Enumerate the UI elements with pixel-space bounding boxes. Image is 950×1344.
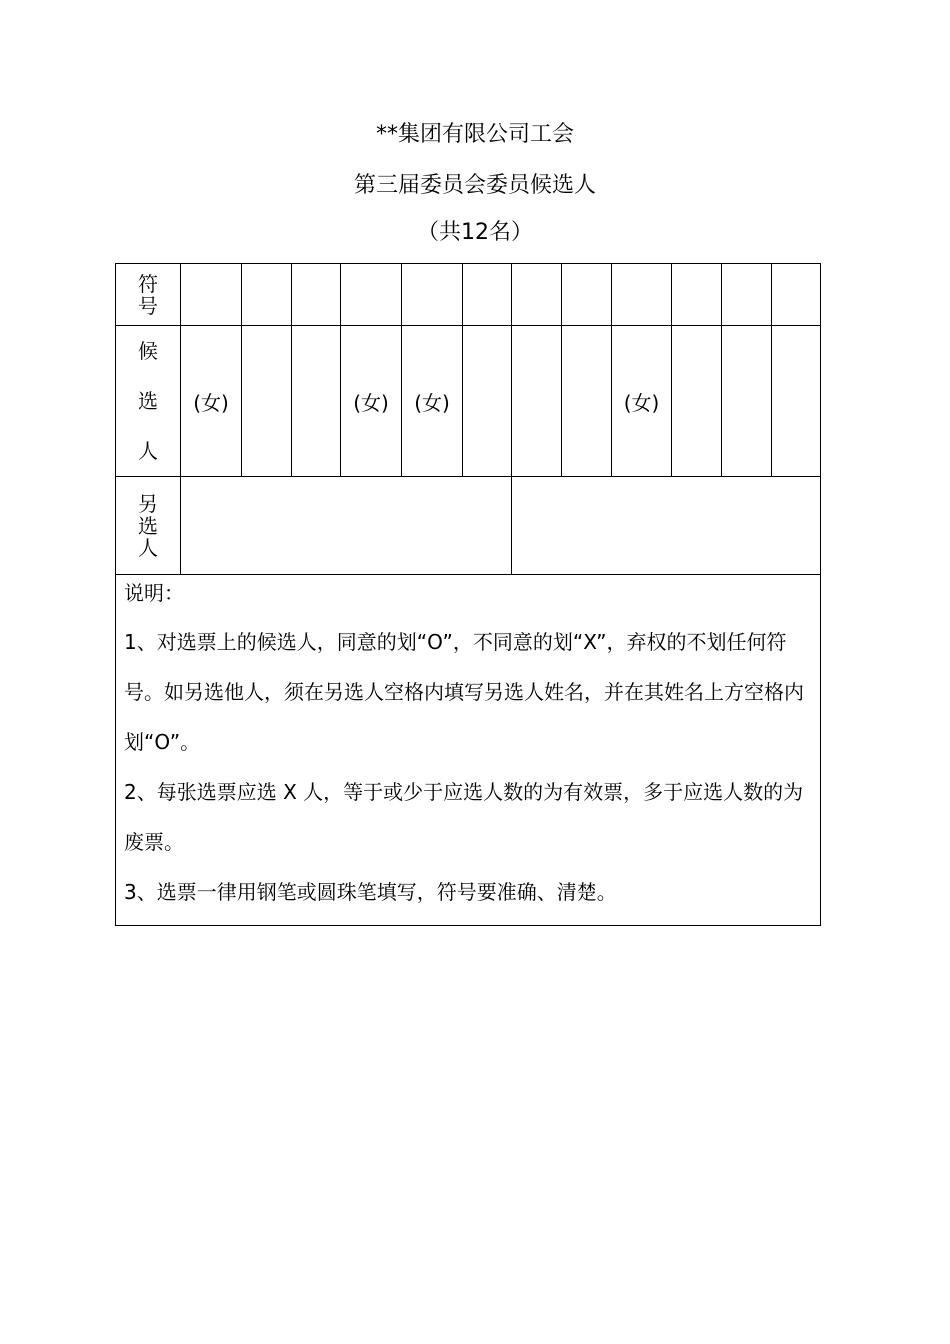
candidate-cell — [463, 326, 512, 477]
candidate-cell — [722, 326, 772, 477]
candidate-cell: (女) — [341, 326, 402, 477]
other-candidate-field[interactable] — [181, 477, 512, 575]
candidate-cell: (女) — [612, 326, 672, 477]
symbol-cell[interactable] — [181, 264, 242, 326]
symbol-cell[interactable] — [722, 264, 772, 326]
note-item: 1、对选票上的候选人，同意的划“O”，不同意的划“X”，弃权的不划任何符号。如另选他人，须在另选人空格内填写另选人姓名，并在其姓名上方空格内划“O”。 — [124, 630, 804, 754]
symbol-cell[interactable] — [562, 264, 612, 326]
candidate-cell — [242, 326, 292, 477]
symbol-cell[interactable] — [772, 264, 821, 326]
symbol-row — [116, 264, 821, 326]
candidate-cell — [772, 326, 821, 477]
symbol-cell[interactable] — [672, 264, 722, 326]
candidate-cell — [672, 326, 722, 477]
notes-cell — [116, 575, 821, 926]
candidate-row — [116, 326, 821, 477]
symbol-cell[interactable] — [512, 264, 562, 326]
note-item: 3、选票一律用钢笔或圆珠笔填写，符号要准确、清楚。 — [124, 880, 617, 904]
other-candidate-field[interactable] — [512, 477, 821, 575]
notes-row — [116, 575, 821, 926]
candidate-count: （共12名） — [417, 220, 533, 245]
candidate-cell — [292, 326, 341, 477]
candidate-cell — [562, 326, 612, 477]
candidate-cell — [512, 326, 562, 477]
symbol-cell[interactable] — [463, 264, 512, 326]
candidate-cell: (女) — [181, 326, 242, 477]
other-candidate-label: 另 选 人 — [116, 477, 181, 575]
notes-heading: 说明： — [124, 581, 184, 605]
symbol-label: 符 号 — [116, 264, 181, 326]
ballot-table — [115, 263, 821, 926]
symbol-cell[interactable] — [242, 264, 292, 326]
document-title: **集团有限公司工会 — [375, 122, 574, 147]
candidate-cell: (女) — [402, 326, 463, 477]
symbol-cell[interactable] — [292, 264, 341, 326]
note-item: 2、每张选票应选 X 人，等于或少于应选人数的为有效票，多于应选人数的为废票。 — [124, 780, 804, 854]
symbol-cell[interactable] — [341, 264, 402, 326]
candidate-label: 候 选 人 — [116, 326, 181, 477]
symbol-cell[interactable] — [612, 264, 672, 326]
other-candidate-row — [116, 477, 821, 575]
document-subtitle: 第三届委员会委员候选人 — [353, 173, 596, 198]
symbol-cell[interactable] — [402, 264, 463, 326]
